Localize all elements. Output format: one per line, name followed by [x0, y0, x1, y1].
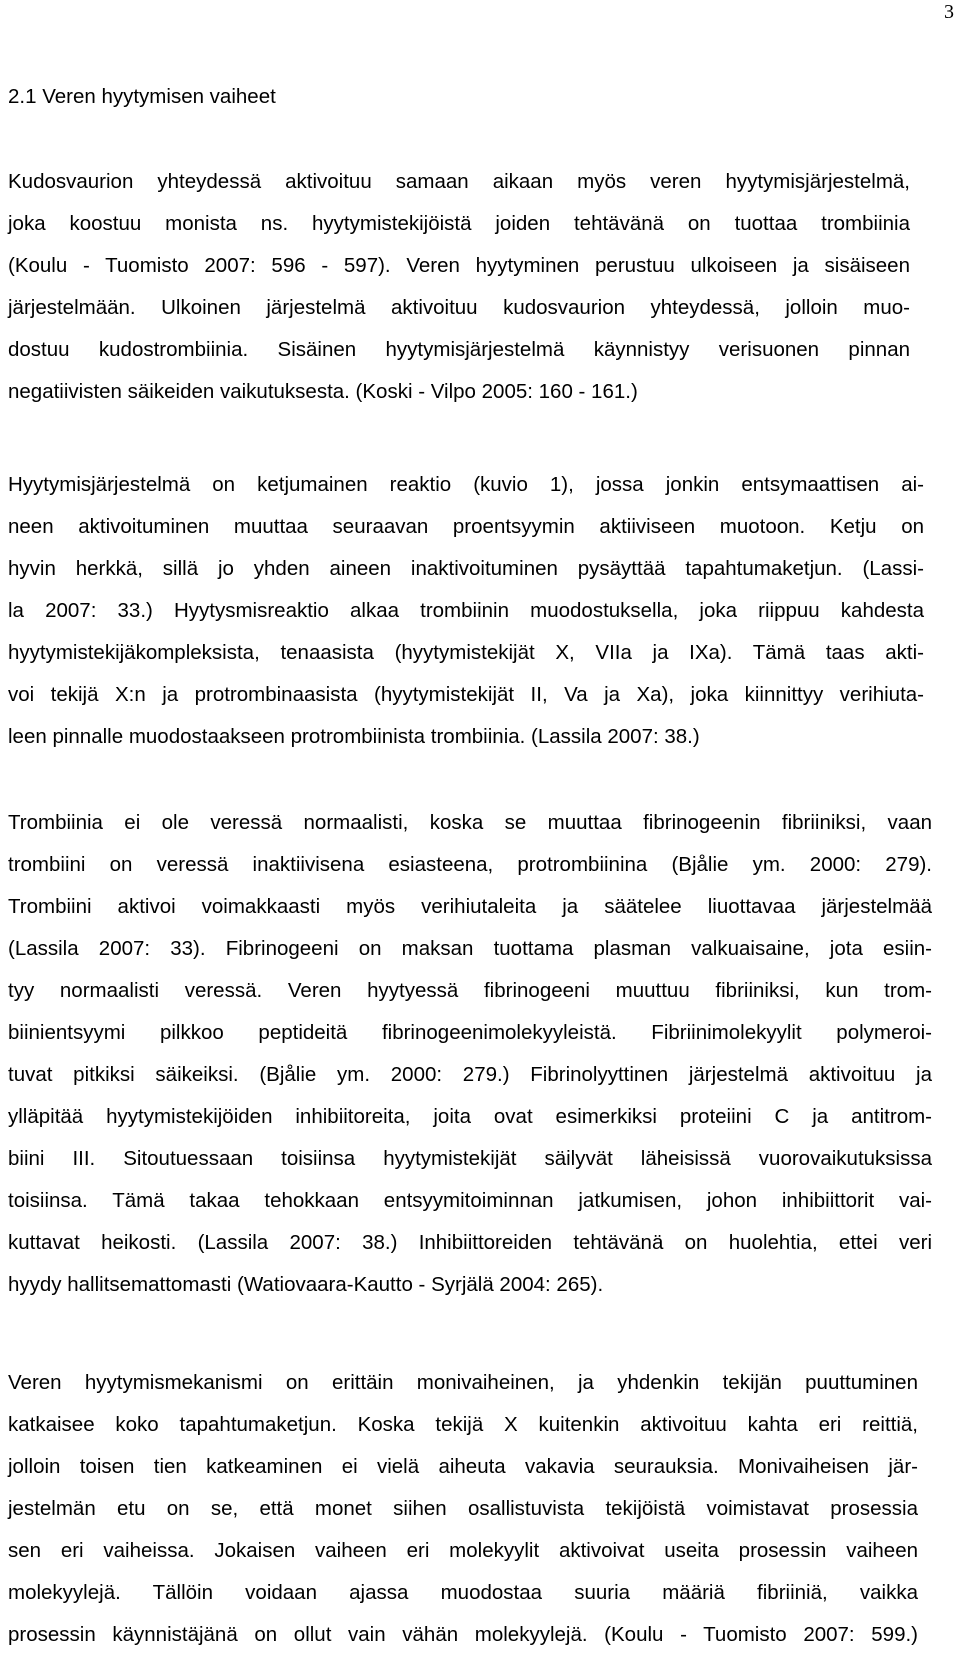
text-line: kuttavat heikosti. (Lassila 2007: 38.) Inhibiittoreiden tehtävänä on huolehtia, ettei veri: [8, 1231, 932, 1254]
text-line: voi tekijä X:n ja protrombinaasista (hyytymistekijät II, Va ja Xa), joka kiinnittyy verihiuta-: [8, 683, 924, 706]
paragraph-thrombin: [8, 802, 932, 1306]
text-line: trombiini on veressä inaktiivisena esiasteena, protrombiinina (Bjålie ym. 2000: 279).: [8, 853, 932, 876]
text-line: hyvin herkkä, sillä jo yhden aineen inaktivoituminen pysäyttää tapahtumaketjun. (Lassi-: [8, 557, 924, 580]
text-line: biini III. Sitoutuessaan toisiinsa hyytymistekijät säilyvät läheisissä vuorovaikutuksissa: [8, 1147, 932, 1170]
text-line: (Lassila 2007: 33). Fibrinogeeni on maksan tuottama plasman valkuaisaine, jota esiin-: [8, 937, 932, 960]
text-line: Hyytymisjärjestelmä on ketjumainen reaktio (kuvio 1), jossa jonkin entsymaattisen ai-: [8, 473, 924, 496]
page-number: 3: [944, 1, 954, 23]
text-line: sen eri vaiheissa. Jokaisen vaiheen eri molekyylit aktivoivat useita prosessin vaiheen: [8, 1539, 918, 1562]
paragraph-coagulation-systems: [8, 161, 910, 413]
text-line: tuvat pitkiksi säikeiksi. (Bjålie ym. 2000: 279.) Fibrinolyyttinen järjestelmä aktivoituu ja: [8, 1063, 932, 1086]
text-line: negatiivisten säikeiden vaikutuksesta. (Koski - Vilpo 2005: 160 - 161.): [8, 380, 638, 403]
text-line: hyytymistekijäkompleksista, tenaasista (hyytymistekijät X, VIIa ja IXa). Tämä taas akti-: [8, 641, 924, 664]
text-line: molekyylejä. Tällöin voidaan ajassa muodostaa suuria määriä fibriiniä, vaikka: [8, 1581, 918, 1604]
text-line: leen pinnalle muodostaakseen protrombiinista trombiinia. (Lassila 2007: 38.): [8, 725, 700, 748]
paragraph-mechanism: [8, 1362, 918, 1656]
text-line: prosessin käynnistäjänä on ollut vain vähän molekyylejä. (Koulu - Tuomisto 2007: 599.): [8, 1623, 918, 1646]
text-line: tyy normaalisti veressä. Veren hyytyessä fibrinogeeni muuttuu fibriiniksi, kun trom-: [8, 979, 932, 1002]
text-line: dostuu kudostrombiinia. Sisäinen hyytymisjärjestelmä käynnistyy verisuonen pinnan: [8, 338, 910, 361]
text-line: ylläpitää hyytymistekijöiden inhibiitoreita, joita ovat esimerkiksi proteiini C ja antitrom-: [8, 1105, 932, 1128]
text-line: (Koulu - Tuomisto 2007: 596 - 597). Veren hyytyminen perustuu ulkoiseen ja sisäiseen: [8, 254, 910, 277]
text-line: Trombiinia ei ole veressä normaalisti, koska se muuttaa fibrinogeenin fibriiniksi, vaan: [8, 811, 932, 834]
text-line: katkaisee koko tapahtumaketjun. Koska tekijä X kuitenkin aktivoituu kahta eri reittiä,: [8, 1413, 918, 1436]
text-line: toisiinsa. Tämä takaa tehokkaan entsyymitoiminnan jatkumisen, johon inhibiittorit vai-: [8, 1189, 932, 1212]
text-line: Kudosvaurion yhteydessä aktivoituu samaan aikaan myös veren hyytymisjärjestelmä,: [8, 170, 910, 193]
text-line: Veren hyytymismekanismi on erittäin monivaiheinen, ja yhdenkin tekijän puuttuminen: [8, 1371, 918, 1394]
section-heading: 2.1 Veren hyytymisen vaiheet: [8, 85, 276, 108]
text-line: neen aktivoituminen muuttaa seuraavan proentsyymin aktiiviseen muotoon. Ketju on: [8, 515, 924, 538]
text-line: biinientsyymi pilkkoo peptideitä fibrinogeenimolekyyleistä. Fibriinimolekyylit polymeroi-: [8, 1021, 932, 1044]
text-line: järjestelmään. Ulkoinen järjestelmä aktivoituu kudosvaurion yhteydessä, jolloin muo-: [8, 296, 910, 319]
text-line: jolloin toisen tien katkeaminen ei vielä aiheuta vakavia seurauksia. Monivaiheisen jär-: [8, 1455, 918, 1478]
text-line: la 2007: 33.) Hyytysmisreaktio alkaa trombiinin muodostuksella, joka riippuu kahdesta: [8, 599, 924, 622]
paragraph-chain-reaction: [8, 464, 924, 758]
text-line: hyydy hallitsemattomasti (Watiovaara-Kautto - Syrjälä 2004: 265).: [8, 1273, 604, 1296]
text-line: Trombiini aktivoi voimakkaasti myös verihiutaleita ja säätelee liuottavaa järjestelmää: [8, 895, 932, 918]
text-line: jestelmän etu on se, että monet siihen osallistuvista tekijöistä voimistavat prosessia: [8, 1497, 918, 1520]
text-line: joka koostuu monista ns. hyytymistekijöistä joiden tehtävänä on tuottaa trombiinia: [8, 212, 910, 235]
